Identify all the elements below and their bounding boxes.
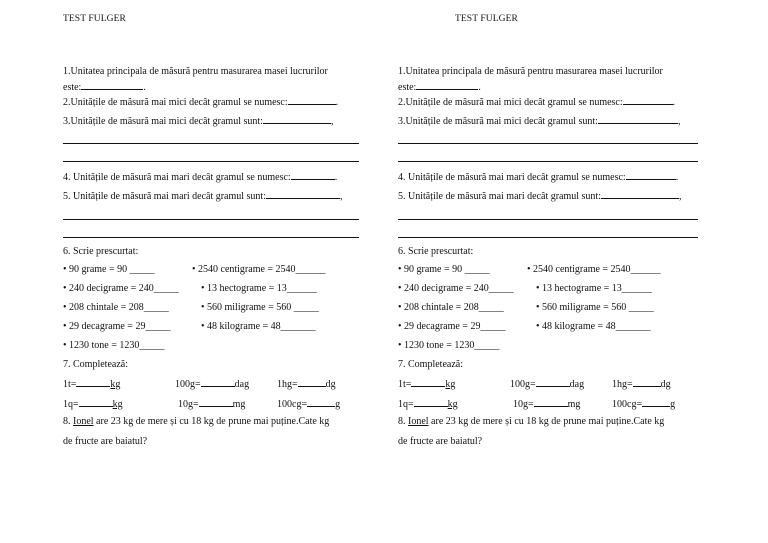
answer-blank[interactable]	[298, 377, 326, 387]
prescurtat-item: • 13 hectograme = 13______	[201, 283, 317, 294]
question-3	[63, 114, 333, 127]
answer-blank[interactable]	[411, 377, 445, 387]
question-5-end: ,	[340, 191, 343, 202]
answer-blank[interactable]	[79, 397, 113, 407]
question-1-line1: 1.Unitatea principala de măsură pentru masurarea masei lucrurilor	[63, 66, 328, 77]
answer-blank[interactable]	[201, 377, 235, 387]
question-5	[398, 189, 682, 202]
question-8-line2: de fructe are baiatul?	[398, 436, 483, 447]
conversion-unit: kg	[110, 379, 121, 390]
prescurtat-item: • 90 grame = 90 _____	[63, 264, 155, 275]
answer-line	[63, 161, 359, 162]
completeaza-item	[398, 377, 455, 390]
conversion-left: 1hg=	[612, 379, 633, 390]
question-4	[398, 170, 678, 183]
completeaza-item	[510, 377, 584, 390]
prescurtat-item: • 1230 tone = 1230_____	[63, 340, 165, 351]
conversion-unit: dag	[569, 379, 585, 390]
prescurtat-item: • 560 miligrame = 560 _____	[536, 302, 654, 313]
conversion-unit: dg	[660, 379, 671, 390]
completeaza-item	[277, 377, 336, 390]
question-4-end: .	[334, 172, 338, 183]
prescurtat-item: • 1230 tone = 1230_____	[398, 340, 500, 351]
prescurtat-item: • 2540 centigrame = 2540______	[192, 264, 326, 275]
answer-blank[interactable]	[291, 170, 335, 180]
question-8-lead: 8.	[63, 416, 73, 427]
conversion-left: 1t=	[63, 379, 77, 390]
prescurtat-item: • 13 hectograme = 13______	[536, 283, 652, 294]
answer-blank[interactable]	[263, 114, 331, 124]
answer-blank[interactable]	[266, 189, 340, 199]
question-5-end: ,	[679, 191, 682, 202]
question-1-line2	[63, 80, 146, 93]
question-8-name: Ionel	[73, 416, 94, 427]
prescurtat-item: • 29 decagrame = 29_____	[63, 321, 171, 332]
test-sheet-left	[63, 0, 373, 543]
question-3-text: 3.Unitățile de măsură mai mici decât gramul sunt:	[398, 116, 598, 127]
completeaza-item	[277, 397, 340, 410]
question-5	[63, 189, 343, 202]
question-8-name: Ionel	[408, 416, 429, 427]
conversion-left: 10g=	[513, 399, 534, 410]
prescurtat-item: • 48 kilograme = 48_______	[201, 321, 316, 332]
question-4-end: .	[675, 172, 679, 183]
conversion-left: 1hg=	[277, 379, 298, 390]
question-3-end: ,	[677, 116, 681, 127]
question-2	[63, 95, 338, 108]
question-2	[398, 95, 675, 108]
question-3	[398, 114, 680, 127]
answer-line	[63, 143, 359, 144]
question-8-lead: 8.	[398, 416, 408, 427]
prescurtat-item: • 208 chintale = 208_____	[63, 302, 169, 313]
prescurtat-item: • 560 miligrame = 560 _____	[201, 302, 319, 313]
answer-line	[63, 219, 359, 220]
conversion-left: 1t=	[398, 379, 412, 390]
completeaza-item	[612, 377, 671, 390]
answer-blank[interactable]	[81, 80, 143, 90]
question-3-end: ,	[330, 116, 334, 127]
completeaza-item	[398, 397, 458, 410]
question-8-line2: de fructe are baiatul?	[63, 436, 148, 447]
conversion-unit: dg	[325, 379, 336, 390]
completeaza-item	[612, 397, 675, 410]
question-3-text: 3.Unitățile de măsură mai mici decât gramul sunt:	[63, 116, 263, 127]
question-7-title: 7. Completează:	[398, 359, 463, 370]
conversion-unit: g	[670, 399, 676, 410]
question-2-text: 2.Unitățile de măsură mai mici decât gramul se numesc:	[63, 97, 288, 108]
conversion-left: 100g=	[175, 379, 201, 390]
prescurtat-item: • 2540 centigrame = 2540______	[527, 264, 661, 275]
answer-blank[interactable]	[199, 397, 233, 407]
question-2-text: 2.Unitățile de măsură mai mici decât gramul se numesc:	[398, 97, 623, 108]
completeaza-item	[175, 377, 249, 390]
question-7-title: 7. Completează:	[63, 359, 128, 370]
answer-line	[398, 161, 698, 162]
prescurtat-item: • 240 decigrame = 240_____	[398, 283, 514, 294]
answer-blank[interactable]	[307, 397, 335, 407]
question-5-text: 5. Unitățile de măsură mai mari decât gramul sunt:	[63, 191, 266, 202]
question-4-text: 4. Unitățile de măsură mai mari decât gramul se numesc:	[398, 172, 626, 183]
conversion-unit: g	[335, 399, 341, 410]
conversion-unit: dag	[234, 379, 250, 390]
question-5-text: 5. Unitățile de măsură mai mari decât gramul sunt:	[398, 191, 601, 202]
answer-line	[63, 237, 359, 238]
answer-blank[interactable]	[76, 377, 110, 387]
answer-blank[interactable]	[642, 397, 670, 407]
question-8-line1	[398, 416, 664, 427]
conversion-unit: kg	[445, 379, 456, 390]
answer-line	[398, 219, 698, 220]
test-title: TEST FULGER	[63, 14, 126, 24]
prescurtat-item: • 90 grame = 90 _____	[398, 264, 490, 275]
conversion-unit: mg	[232, 399, 246, 410]
answer-blank[interactable]	[536, 377, 570, 387]
answer-blank[interactable]	[416, 80, 478, 90]
prescurtat-item: • 240 decigrame = 240_____	[63, 283, 179, 294]
answer-blank[interactable]	[633, 377, 661, 387]
question-4-text: 4. Unitățile de măsură mai mari decât gramul se numesc:	[63, 172, 291, 183]
answer-blank[interactable]	[414, 397, 448, 407]
answer-blank[interactable]	[623, 95, 673, 105]
completeaza-item	[513, 397, 580, 410]
completeaza-item	[63, 397, 123, 410]
conversion-unit: kg	[447, 399, 458, 410]
question-2-end: .	[672, 97, 676, 108]
question-1-line2	[398, 80, 481, 93]
conversion-unit: kg	[112, 399, 123, 410]
answer-blank[interactable]	[288, 95, 336, 105]
answer-blank[interactable]	[601, 189, 679, 199]
conversion-left: 100cg=	[277, 399, 308, 410]
question-8-text: are 23 kg de mere și cu 18 kg de prune mai puține.Cate kg	[93, 416, 330, 427]
prescurtat-item: • 29 decagrame = 29_____	[398, 321, 506, 332]
answer-line	[398, 237, 698, 238]
completeaza-item	[178, 397, 245, 410]
question-4	[63, 170, 337, 183]
test-title: TEST FULGER	[455, 14, 518, 24]
question-1-line1: 1.Unitatea principala de măsură pentru masurarea masei lucrurilor	[398, 66, 663, 77]
conversion-unit: mg	[567, 399, 581, 410]
prescurtat-item: • 208 chintale = 208_____	[398, 302, 504, 313]
completeaza-item	[63, 377, 120, 390]
conversion-left: 1q=	[63, 399, 79, 410]
answer-blank[interactable]	[598, 114, 678, 124]
question-1-end: .	[478, 82, 481, 93]
question-6-title: 6. Scrie prescurtat:	[63, 246, 139, 257]
answer-line	[398, 143, 698, 144]
question-8-text: are 23 kg de mere și cu 18 kg de prune mai puține.Cate kg	[428, 416, 665, 427]
answer-blank[interactable]	[534, 397, 568, 407]
conversion-left: 100g=	[510, 379, 536, 390]
conversion-left: 1q=	[398, 399, 414, 410]
prescurtat-item: • 48 kilograme = 48_______	[536, 321, 651, 332]
question-1-tail: este:	[398, 82, 417, 93]
question-6-title: 6. Scrie prescurtat:	[398, 246, 474, 257]
conversion-left: 10g=	[178, 399, 199, 410]
question-2-end: .	[335, 97, 339, 108]
question-1-tail: este:	[63, 82, 82, 93]
conversion-left: 100cg=	[612, 399, 643, 410]
question-8-line1	[63, 416, 329, 427]
question-1-end: .	[143, 82, 146, 93]
answer-blank[interactable]	[626, 170, 676, 180]
test-sheet-right	[398, 0, 708, 543]
